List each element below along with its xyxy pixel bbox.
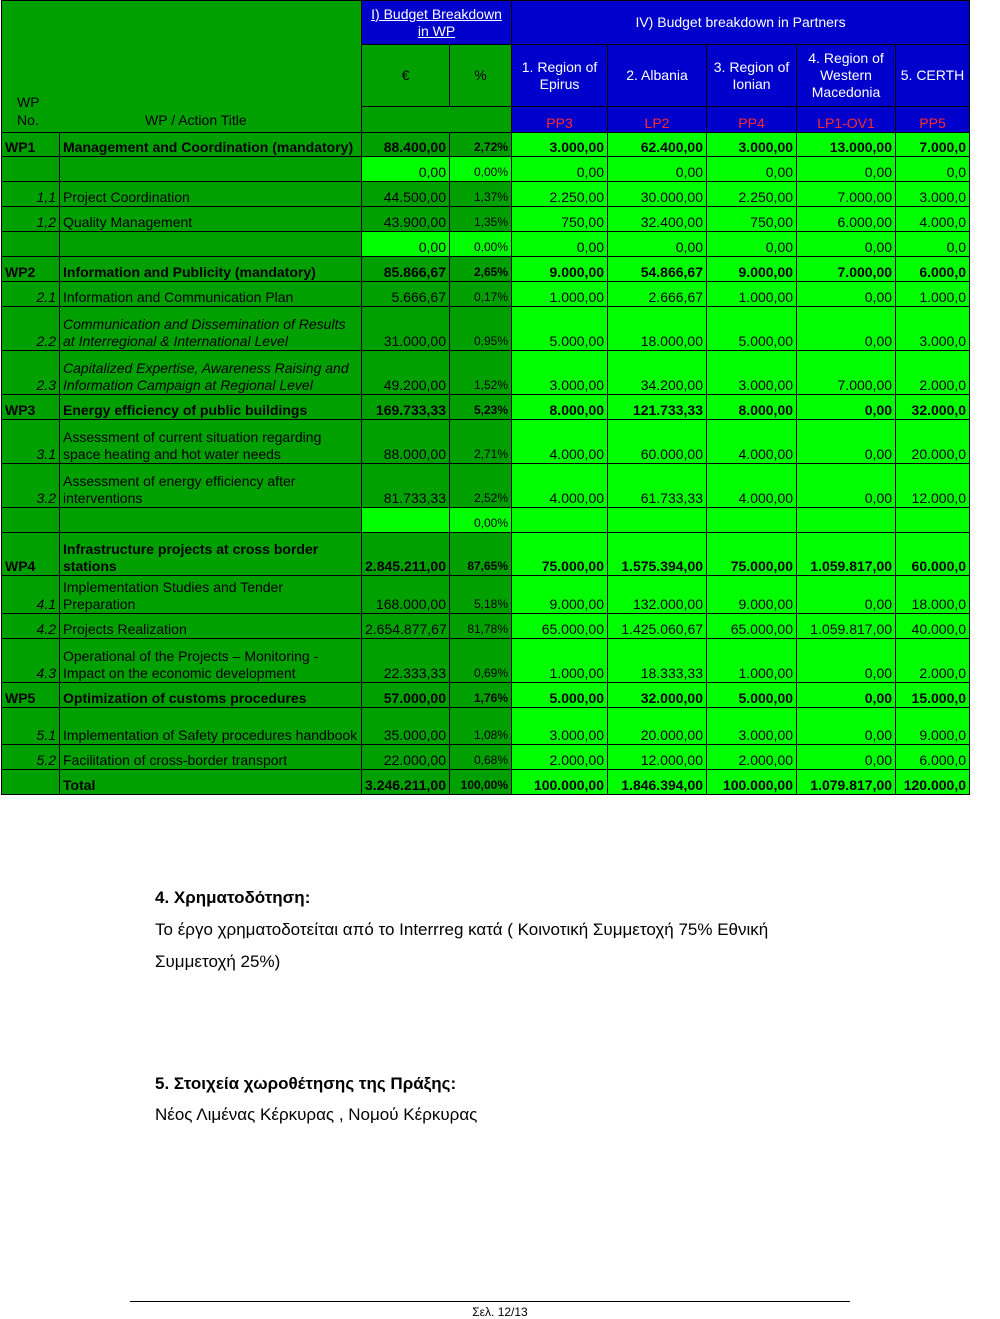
partner-5-code: PP5: [896, 107, 970, 133]
partner-2-amount-cell: 54.866,67: [608, 257, 707, 282]
partner-2-amount-cell: [608, 508, 707, 533]
partner-4-name: 4. Region of Western Macedonia: [797, 45, 896, 107]
action-title-cell: Quality Management: [60, 207, 362, 232]
wp-total-cell: 168.000,00: [362, 576, 450, 614]
table-row: [2, 464, 970, 508]
partner-4-amount-cell: 0,00: [797, 157, 896, 182]
partner-5-amount-cell: 3.000,0: [896, 182, 970, 207]
euro-header: €: [362, 45, 450, 107]
partner-1-amount-cell: 5.000,00: [512, 307, 608, 351]
partner-3-amount-cell: 3.000,00: [707, 351, 797, 395]
wp-percent-cell: 0,00%: [450, 508, 512, 533]
table-row: [2, 770, 970, 795]
table-row: [2, 420, 970, 464]
table-row: [2, 282, 970, 307]
wp-total-cell: 49.200,00: [362, 351, 450, 395]
page-number: Σελ. 12/13: [472, 1305, 528, 1319]
wp-number-cell: WP2: [2, 257, 60, 282]
action-title-cell: Assessment of energy efficiency after interventions: [60, 464, 362, 508]
wp-percent-cell: 1,76%: [450, 683, 512, 708]
wp-total-cell: 88.400,00: [362, 133, 450, 157]
partner-2-amount-cell: 18.000,00: [608, 307, 707, 351]
partner-3-amount-cell: 75.000,00: [707, 533, 797, 576]
partner-4-amount-cell: 0,00: [797, 232, 896, 257]
wp-total-cell: 88.000,00: [362, 420, 450, 464]
wp-total-cell: 3.246.211,00: [362, 770, 450, 795]
partner-3-amount-cell: 5.000,00: [707, 683, 797, 708]
partner-2-code: LP2: [608, 107, 707, 133]
wp-total-cell: 22.000,00: [362, 745, 450, 770]
partner-5-amount-cell: 2.000,0: [896, 639, 970, 683]
partner-4-amount-cell: 7.000,00: [797, 182, 896, 207]
partner-2-amount-cell: 18.333,33: [608, 639, 707, 683]
partner-3-amount-cell: 4.000,00: [707, 420, 797, 464]
partner-3-amount-cell: 65.000,00: [707, 614, 797, 639]
action-title-cell: Communication and Dissemination of Results at Interregional & International Level: [60, 307, 362, 351]
table-row: [2, 533, 970, 576]
budget-breakdown-header: I) Budget Breakdown in WP: [362, 1, 512, 45]
wp-percent-cell: 0,69%: [450, 639, 512, 683]
partner-3-code: PP4: [707, 107, 797, 133]
partner-4-amount-cell: 1.079.817,00: [797, 770, 896, 795]
partner-1-amount-cell: 4.000,00: [512, 464, 608, 508]
partner-1-amount-cell: 5.000,00: [512, 683, 608, 708]
partner-4-amount-cell: 1.059.817,00: [797, 614, 896, 639]
partner-1-amount-cell: 75.000,00: [512, 533, 608, 576]
wp-total-cell: 169.733,33: [362, 395, 450, 420]
table-row: [2, 508, 970, 533]
action-title-cell: Implementation of Safety procedures handbook: [60, 708, 362, 745]
wp-total-cell: 31.000,00: [362, 307, 450, 351]
partner-1-amount-cell: 0,00: [512, 157, 608, 182]
section-4-line-2: Συμμετοχή 25%): [155, 952, 281, 971]
partner-5-amount-cell: 0,0: [896, 232, 970, 257]
partner-2-amount-cell: 2.666,67: [608, 282, 707, 307]
table-row: [2, 708, 970, 745]
section-5-heading: 5. Στοιχεία χωροθέτησης της Πράξης:: [155, 1074, 457, 1093]
partner-1-name: 1. Region of Epirus: [512, 45, 608, 107]
partner-3-amount-cell: 1.000,00: [707, 282, 797, 307]
wp-total-cell: 85.866,67: [362, 257, 450, 282]
table-row: [2, 683, 970, 708]
action-title-cell: Projects Realization: [60, 614, 362, 639]
partner-2-amount-cell: 121.733,33: [608, 395, 707, 420]
partner-5-amount-cell: 12.000,0: [896, 464, 970, 508]
partner-5-amount-cell: 6.000,0: [896, 257, 970, 282]
budget-code-spacer: [362, 107, 512, 133]
partner-5-amount-cell: 32.000,0: [896, 395, 970, 420]
wp-percent-cell: 0,00%: [450, 157, 512, 182]
partner-3-amount-cell: 9.000,00: [707, 576, 797, 614]
partner-5-amount-cell: 4.000,0: [896, 207, 970, 232]
wp-percent-cell: 87,65%: [450, 533, 512, 576]
partner-2-amount-cell: 20.000,00: [608, 708, 707, 745]
wp-number-cell: 4.3: [2, 639, 60, 683]
action-title-cell: Assessment of current situation regarding space heating and hot water needs: [60, 420, 362, 464]
table-row: [2, 639, 970, 683]
wp-percent-cell: 5,23%: [450, 395, 512, 420]
partner-4-amount-cell: 0,00: [797, 420, 896, 464]
partner-4-amount-cell: [797, 508, 896, 533]
partner-5-amount-cell: 60.000,0: [896, 533, 970, 576]
action-title-cell: Total: [60, 770, 362, 795]
partner-5-amount-cell: 7.000,0: [896, 133, 970, 157]
partner-4-amount-cell: 0,00: [797, 683, 896, 708]
partner-2-amount-cell: 0,00: [608, 232, 707, 257]
table-row: [2, 307, 970, 351]
action-title-cell: Capitalized Expertise, Awareness Raising and Information Campaign at Regional Level: [60, 351, 362, 395]
partner-3-amount-cell: 5.000,00: [707, 307, 797, 351]
partner-4-amount-cell: 0,00: [797, 745, 896, 770]
wp-percent-cell: 1,35%: [450, 207, 512, 232]
wp-total-cell: 22.333,33: [362, 639, 450, 683]
wp-number-cell: 2.2: [2, 307, 60, 351]
partner-1-code: PP3: [512, 107, 608, 133]
partner-1-amount-cell: 1.000,00: [512, 639, 608, 683]
wp-number-cell: WP1: [2, 133, 60, 157]
table-row: [2, 133, 970, 157]
table-row: [2, 745, 970, 770]
partner-3-amount-cell: 0,00: [707, 157, 797, 182]
wp-number-cell: 3.1: [2, 420, 60, 464]
partner-4-amount-cell: 0,00: [797, 639, 896, 683]
section-4-line-1: Το έργο χρηματοδοτείται από το Interrreg κατά ( Κοινοτική Συμμετοχή 75% Εθνική: [155, 920, 769, 939]
wp-number-cell: 3.2: [2, 464, 60, 508]
partner-2-amount-cell: 32.400,00: [608, 207, 707, 232]
table-row: [2, 614, 970, 639]
partner-4-amount-cell: 0,00: [797, 395, 896, 420]
wp-number-cell: 1,2: [2, 207, 60, 232]
wp-total-cell: 81.733,33: [362, 464, 450, 508]
wp-number-cell: 4.1: [2, 576, 60, 614]
wp-number-cell: WP4: [2, 533, 60, 576]
partner-1-amount-cell: 0,00: [512, 232, 608, 257]
action-title-cell: [60, 508, 362, 533]
partner-4-amount-cell: 0,00: [797, 282, 896, 307]
partner-2-amount-cell: 132.000,00: [608, 576, 707, 614]
action-title-cell: Management and Coordination (mandatory): [60, 133, 362, 157]
wp-percent-cell: 1,37%: [450, 182, 512, 207]
action-title-cell: [60, 157, 362, 182]
wp-percent-cell: 1,08%: [450, 708, 512, 745]
wp-percent-cell: 2,65%: [450, 257, 512, 282]
partner-3-amount-cell: 4.000,00: [707, 464, 797, 508]
partner-4-amount-cell: 13.000,00: [797, 133, 896, 157]
partner-2-amount-cell: 60.000,00: [608, 420, 707, 464]
partner-3-amount-cell: 8.000,00: [707, 395, 797, 420]
partner-1-amount-cell: 9.000,00: [512, 576, 608, 614]
partner-3-amount-cell: [707, 508, 797, 533]
wp-number-cell: [2, 232, 60, 257]
partner-2-amount-cell: 32.000,00: [608, 683, 707, 708]
wp-percent-cell: 100,00%: [450, 770, 512, 795]
wp-number-cell: [2, 508, 60, 533]
partner-1-amount-cell: 65.000,00: [512, 614, 608, 639]
action-title-cell: Information and Communication Plan: [60, 282, 362, 307]
budget-table: [1, 0, 970, 795]
table-row: [2, 232, 970, 257]
partner-3-amount-cell: 9.000,00: [707, 257, 797, 282]
wp-number-cell: 4.2: [2, 614, 60, 639]
table-row: [2, 395, 970, 420]
wp-percent-cell: 0,00%: [450, 232, 512, 257]
wp-total-cell: 2.845.211,00: [362, 533, 450, 576]
partner-3-amount-cell: 3.000,00: [707, 708, 797, 745]
partner-5-amount-cell: [896, 508, 970, 533]
wp-number-cell: WP5: [2, 683, 60, 708]
partner-1-amount-cell: 3.000,00: [512, 708, 608, 745]
partner-2-amount-cell: 30.000,00: [608, 182, 707, 207]
wp-percent-cell: 1,52%: [450, 351, 512, 395]
wp-number-cell: 2.3: [2, 351, 60, 395]
partner-1-amount-cell: 8.000,00: [512, 395, 608, 420]
wp-number-cell: 5.2: [2, 745, 60, 770]
partner-1-amount-cell: 3.000,00: [512, 133, 608, 157]
partner-5-amount-cell: 120.000,0: [896, 770, 970, 795]
action-title-cell: Implementation Studies and Tender Preparation: [60, 576, 362, 614]
wp-percent-cell: 0,68%: [450, 745, 512, 770]
wp-total-cell: 5.666,67: [362, 282, 450, 307]
action-title-cell: Project Coordination: [60, 182, 362, 207]
wp-number-cell: 1,1: [2, 182, 60, 207]
table-row: [2, 182, 970, 207]
table-row: [2, 576, 970, 614]
footer-divider: [130, 1301, 850, 1302]
partner-3-amount-cell: 0,00: [707, 232, 797, 257]
partner-2-amount-cell: 61.733,33: [608, 464, 707, 508]
partner-2-amount-cell: 1.575.394,00: [608, 533, 707, 576]
table-row: [2, 351, 970, 395]
partner-5-amount-cell: 2.000,0: [896, 351, 970, 395]
table-row: [2, 257, 970, 282]
partner-1-amount-cell: 100.000,00: [512, 770, 608, 795]
partner-5-amount-cell: 15.000,0: [896, 683, 970, 708]
action-title-cell: [60, 232, 362, 257]
wp-total-cell: 35.000,00: [362, 708, 450, 745]
action-title-cell: Optimization of customs procedures: [60, 683, 362, 708]
partner-3-name: 3. Region of Ionian: [707, 45, 797, 107]
section-5-line-1: Νέος Λιμένας Κέρκυρας , Νομού Κέρκυρας: [155, 1105, 478, 1124]
partner-1-amount-cell: 2.000,00: [512, 745, 608, 770]
partner-4-amount-cell: 6.000,00: [797, 207, 896, 232]
partner-1-amount-cell: 4.000,00: [512, 420, 608, 464]
partner-5-amount-cell: 0,0: [896, 157, 970, 182]
section-4-heading: 4. Χρηματοδότηση:: [155, 888, 311, 907]
wp-percent-cell: 5,18%: [450, 576, 512, 614]
partner-1-amount-cell: 2.250,00: [512, 182, 608, 207]
wp-total-cell: [362, 508, 450, 533]
partner-1-amount-cell: 9.000,00: [512, 257, 608, 282]
partner-1-amount-cell: [512, 508, 608, 533]
partners-header: IV) Budget breakdown in Partners: [512, 1, 970, 45]
partner-1-amount-cell: 1.000,00: [512, 282, 608, 307]
wp-total-cell: 43.900,00: [362, 207, 450, 232]
wp-total-cell: 57.000,00: [362, 683, 450, 708]
percent-header: %: [450, 45, 512, 107]
wp-number-cell: [2, 157, 60, 182]
partner-4-code: LP1-OV1: [797, 107, 896, 133]
partner-4-amount-cell: 7.000,00: [797, 257, 896, 282]
partner-3-amount-cell: 100.000,00: [707, 770, 797, 795]
partner-2-amount-cell: 1.846.394,00: [608, 770, 707, 795]
partner-5-amount-cell: 18.000,0: [896, 576, 970, 614]
partner-2-amount-cell: 62.400,00: [608, 133, 707, 157]
wp-number-cell: [2, 770, 60, 795]
action-title-cell: Energy efficiency of public buildings: [60, 395, 362, 420]
budget-rows: [2, 133, 970, 795]
wp-total-cell: 2.654.877,67: [362, 614, 450, 639]
table-row: [2, 157, 970, 182]
wp-total-cell: 0,00: [362, 232, 450, 257]
partner-4-amount-cell: 0,00: [797, 307, 896, 351]
partner-2-amount-cell: 12.000,00: [608, 745, 707, 770]
partner-5-amount-cell: 9.000,0: [896, 708, 970, 745]
partner-4-amount-cell: 0,00: [797, 708, 896, 745]
wp-number-cell: 5.1: [2, 708, 60, 745]
partner-5-amount-cell: 40.000,0: [896, 614, 970, 639]
partner-1-amount-cell: 750,00: [512, 207, 608, 232]
partner-2-amount-cell: 1.425.060,67: [608, 614, 707, 639]
partner-5-name: 5. CERTH: [896, 45, 970, 107]
partner-3-amount-cell: 2.000,00: [707, 745, 797, 770]
wp-number-cell: 2.1: [2, 282, 60, 307]
partner-2-amount-cell: 0,00: [608, 157, 707, 182]
wp-percent-cell: 2,71%: [450, 420, 512, 464]
header-wp-title-cell: [2, 1, 362, 133]
partner-5-amount-cell: 6.000,0: [896, 745, 970, 770]
wp-percent-cell: 0,17%: [450, 282, 512, 307]
wp-total-cell: 44.500,00: [362, 182, 450, 207]
partner-3-amount-cell: 1.000,00: [707, 639, 797, 683]
wp-number-cell: WP3: [2, 395, 60, 420]
action-title-cell: Infrastructure projects at cross border stations: [60, 533, 362, 576]
wp-percent-cell: 2,72%: [450, 133, 512, 157]
partner-4-amount-cell: 0,00: [797, 576, 896, 614]
partner-3-amount-cell: 750,00: [707, 207, 797, 232]
partner-3-amount-cell: 3.000,00: [707, 133, 797, 157]
partner-4-amount-cell: 1.059.817,00: [797, 533, 896, 576]
wp-percent-cell: 2,52%: [450, 464, 512, 508]
wp-percent-cell: 0,95%: [450, 307, 512, 351]
partner-5-amount-cell: 20.000,0: [896, 420, 970, 464]
partner-1-amount-cell: 3.000,00: [512, 351, 608, 395]
action-title-cell: Facilitation of cross-border transport: [60, 745, 362, 770]
partner-2-amount-cell: 34.200,00: [608, 351, 707, 395]
action-title-cell: Operational of the Projects – Monitoring - Impact on the economic development: [60, 639, 362, 683]
partner-2-name: 2. Albania: [608, 45, 707, 107]
wp-title-label: WP / Action Title: [145, 112, 247, 128]
partner-5-amount-cell: 3.000,0: [896, 307, 970, 351]
wp-no-label: WP No.: [17, 94, 40, 128]
partner-4-amount-cell: 7.000,00: [797, 351, 896, 395]
partner-3-amount-cell: 2.250,00: [707, 182, 797, 207]
wp-percent-cell: 81,78%: [450, 614, 512, 639]
partner-4-amount-cell: 0,00: [797, 464, 896, 508]
wp-total-cell: 0,00: [362, 157, 450, 182]
partner-5-amount-cell: 1.000,0: [896, 282, 970, 307]
action-title-cell: Information and Publicity (mandatory): [60, 257, 362, 282]
table-row: [2, 207, 970, 232]
